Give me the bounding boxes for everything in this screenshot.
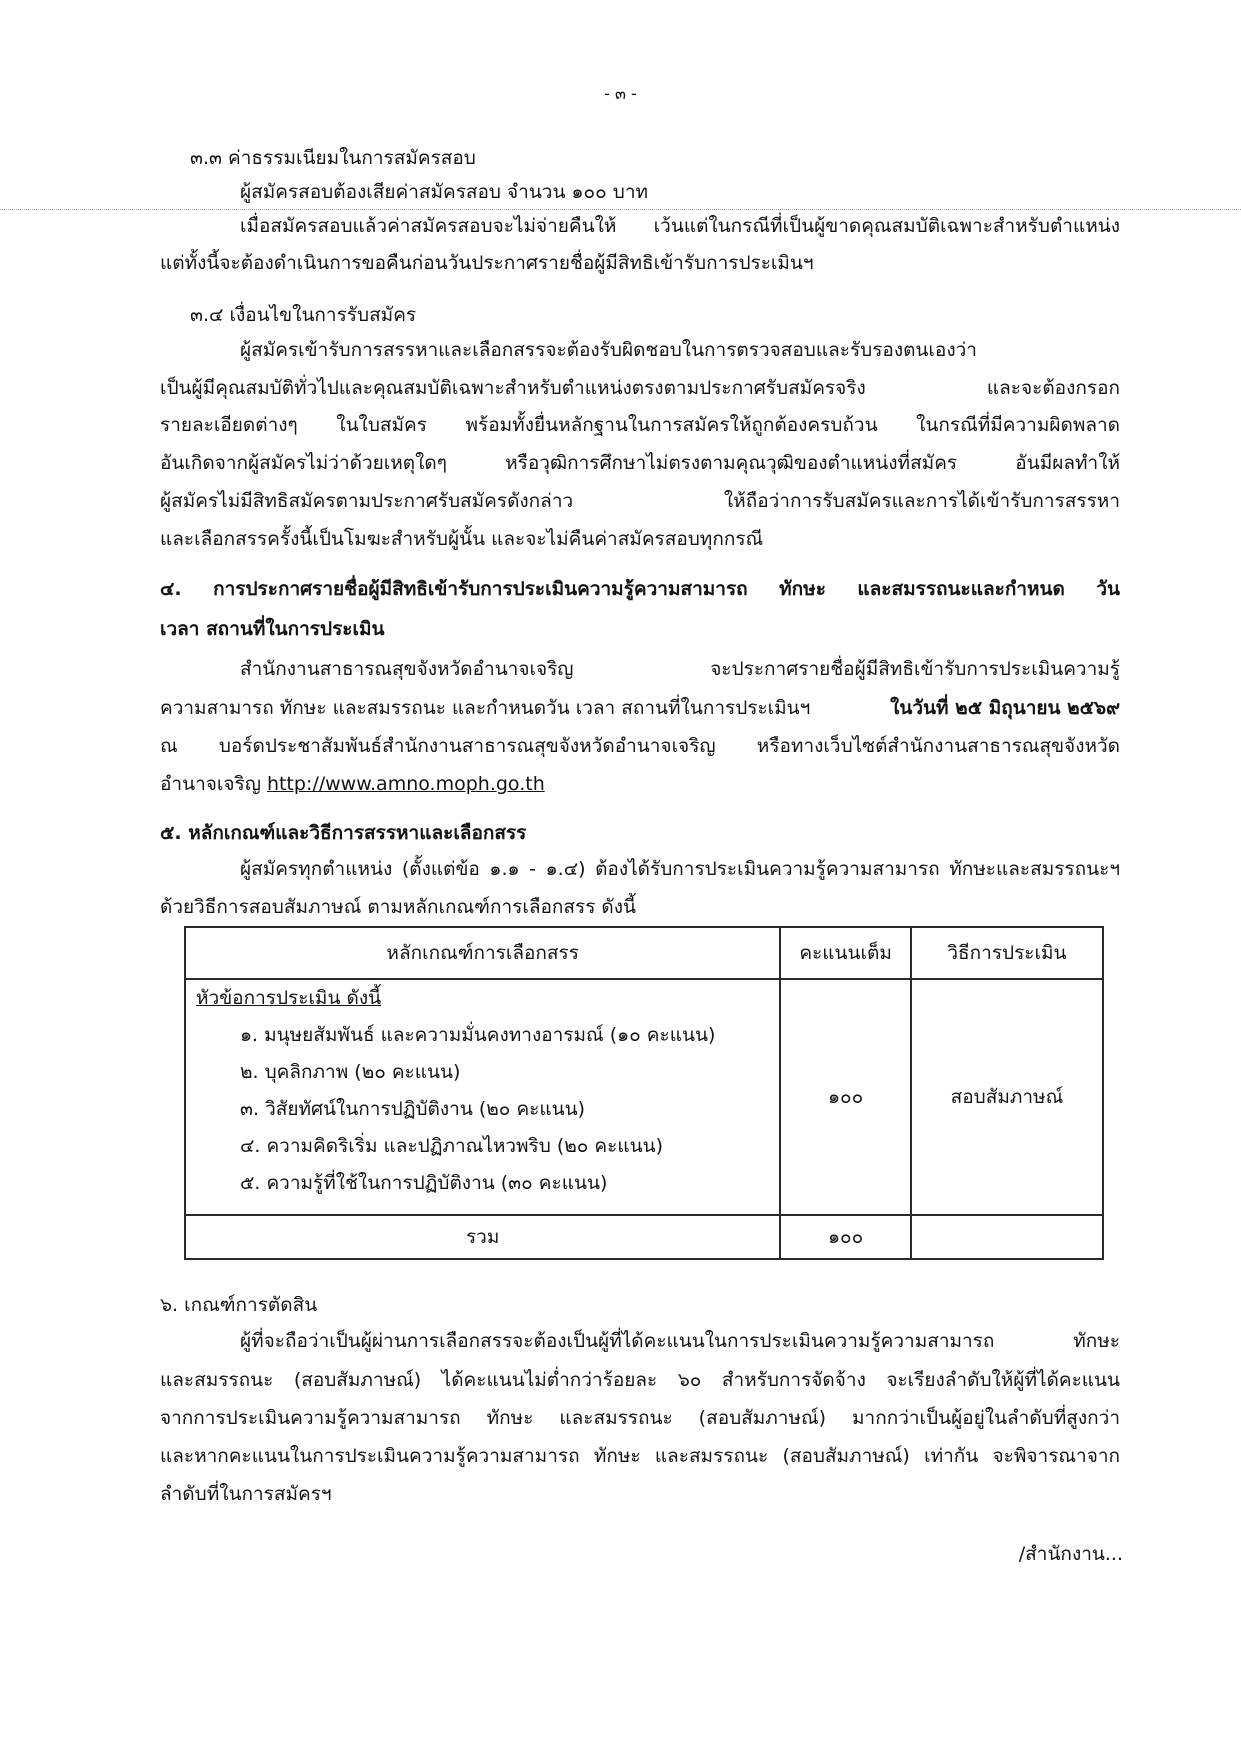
section-5-heading: ๕. หลักเกณฑ์และวิธีการสรรหาและเลือกสรร [160, 822, 527, 844]
section-4-line-4 [160, 771, 545, 797]
criteria-cell [185, 979, 780, 1215]
criteria-item: ๑. มนุษยสัมพันธ์ และความมั่นคงทางอารมณ์ (๑๐ คะแนน) [240, 1024, 716, 1046]
section-3-4-line-3: รายละเอียดต่างๆ ในใบสมัคร พร้อมทั้งยื่นหลักฐานในการสมัครให้ถูกต้องครบถ้วน ในกรณีที่มีความผิดพลาด [160, 414, 1120, 436]
section-3-3-line-2: เมื่อสมัครสอบแล้วค่าสมัครสอบจะไม่จ่ายคืนให้ เว้นแต่ในกรณีที่เป็นผู้ขาดคุณสมบัติเฉพาะสำหรับตำแหน่ง [240, 215, 1120, 237]
section-4-heading-line-2: เวลา สถานที่ในการประเมิน [160, 618, 385, 640]
criteria-item: ๔. ความคิดริเริ่ม และปฏิภาณไหวพริบ (๒๐ คะแนน) [240, 1135, 663, 1157]
section-4-line-2 [160, 695, 1120, 721]
section-3-4-line-4: อันเกิดจากผู้สมัครไม่ว่าด้วยเหตุใดๆ หรือวุฒิการศึกษาไม่ตรงตามคุณวุฒิของตำแหน่งที่สมัคร อันมีผลทำให้ [160, 452, 1120, 474]
total-row [185, 1215, 1103, 1259]
section-4-line-1: สำนักงานสาธารณสุขจังหวัดอำนาจเจริญ จะประกาศรายชื่อผู้มีสิทธิเข้ารับการประเมินความรู้ [240, 658, 1120, 680]
section-6-line-4: และหากคะแนนในการประเมินความรู้ความสามารถ ทักษะ และสมรรถนะ (สอบสัมภาษณ์) เท่ากัน จะพิจารณาจาก [160, 1445, 1120, 1467]
criteria-table [184, 926, 1104, 1260]
header-criteria: หลักเกณฑ์การเลือกสรร [185, 927, 780, 979]
table-header-row [185, 927, 1103, 979]
total-label: รวม [185, 1215, 780, 1259]
section-5-line-1: ผู้สมัครทุกตำแหน่ง (ตั้งแต่ข้อ ๑.๑ - ๑.๔) ต้องได้รับการประเมินความรู้ความสามารถ ทักษะและสมรรถนะฯ [240, 858, 1120, 880]
criteria-item: ๓. วิสัยทัศน์ในการปฏิบัติงาน (๒๐ คะแนน) [240, 1098, 585, 1120]
section-4-line-3: ณ บอร์ดประชาสัมพันธ์สำนักงานสาธารณสุขจังหวัดอำนาจเจริญ หรือทางเว็บไซต์สำนักงานสาธารณสุขจังหวัด [160, 735, 1120, 757]
section-3-4-heading: ๓.๔ เงื่อนไขในการรับสมัคร [190, 304, 417, 326]
header-full-score: คะแนนเต็ม [780, 927, 911, 979]
section-6-line-5: ลำดับที่ในการสมัครฯ [160, 1483, 332, 1505]
section-6-heading: ๖. เกณฑ์การตัดสิน [160, 1294, 318, 1316]
section-3-4-line-1: ผู้สมัครเข้ารับการสรรหาและเลือกสรรจะต้องรับผิดชอบในการตรวจสอบและรับรองตนเองว่า [240, 339, 977, 361]
header-method: วิธีการประเมิน [911, 927, 1103, 979]
section-5-line-2: ด้วยวิธีการสอบสัมภาษณ์ ตามหลักเกณฑ์การเลือกสรร ดังนี้ [160, 896, 637, 918]
topic-heading: หัวข้อการประเมิน ดังนี้ [196, 987, 382, 1009]
section-3-4-line-2: เป็นผู้มีคุณสมบัติทั่วไปและคุณสมบัติเฉพาะสำหรับตำแหน่งตรงตามประกาศรับสมัครจริง และจะต้องกรอก [160, 377, 1120, 399]
criteria-item: ๕. ความรู้ที่ใช้ในการปฏิบัติงาน (๓๐ คะแนน) [240, 1172, 608, 1194]
section-4-heading-line-1: ๔. การประกาศรายชื่อผู้มีสิทธิเข้ารับการประเมินความรู้ความสามารถ ทักษะ และสมรรถนะและกำหนด วัน [160, 578, 1120, 600]
website-link[interactable]: http://www.amno.moph.go.th [266, 773, 545, 795]
criteria-item: ๒. บุคลิกภาพ (๒๐ คะแนน) [240, 1061, 461, 1083]
page-number: - ๓ - [604, 84, 637, 103]
continuation-note: /สำนักงาน... [1018, 1543, 1123, 1565]
scan-artifact-line [0, 209, 1241, 210]
total-score: ๑๐๐ [780, 1215, 911, 1259]
section-3-4-line-6: และเลือกสรรครั้งนี้เป็นโมฆะสำหรับผู้นั้น และจะไม่คืนค่าสมัครสอบทุกกรณี [160, 528, 764, 550]
section-3-3-line-3: แต่ทั้งนี้จะต้องดำเนินการขอคืนก่อนวันประกาศรายชื่อผู้มีสิทธิเข้ารับการประเมินฯ [160, 252, 814, 274]
section-4-line-2-text: ความสามารถ ทักษะ และสมรรถนะ และกำหนดวัน เวลา สถานที่ในการประเมินฯ [160, 697, 811, 719]
full-score-cell: ๑๐๐ [780, 979, 911, 1215]
table-row [185, 979, 1103, 1215]
section-3-3-line-1: ผู้สมัครสอบต้องเสียค่าสมัครสอบ จำนวน ๑๐๐ บาท [240, 181, 649, 203]
section-6-line-2: และสมรรถนะ (สอบสัมภาษณ์) ได้คะแนนไม่ต่ำกว่าร้อยละ ๖๐ สำหรับการจัดจ้าง จะเรียงลำดับให้ผู้ที่ได้คะแนน [160, 1369, 1120, 1391]
section-3-4-line-5: ผู้สมัครไม่มีสิทธิสมัครตามประกาศรับสมัครดังกล่าว ให้ถือว่าการรับสมัครและการได้เข้ารับการสรรหา [160, 490, 1120, 512]
section-3-3-heading: ๓.๓ ค่าธรรมเนียมในการสมัครสอบ [190, 147, 476, 169]
section-6-line-3: จากการประเมินความรู้ความสามารถ ทักษะ และสมรรถนะ (สอบสัมภาษณ์) มากกว่าเป็นผู้อยู่ในลำดับที่สูงกว่า [160, 1407, 1120, 1429]
section-6-line-1: ผู้ที่จะถือว่าเป็นผู้ผ่านการเลือกสรรจะต้องเป็นผู้ที่ได้คะแนนในการประเมินความรู้ความสามารถ ทักษะ [240, 1330, 1120, 1352]
total-method-empty [911, 1215, 1103, 1259]
announcement-date: ในวันที่ ๒๕ มิถุนายน ๒๕๖๙ [890, 697, 1120, 719]
method-cell: สอบสัมภาษณ์ [911, 979, 1103, 1215]
section-4-line-4-text: อำนาจเจริญ [160, 773, 267, 795]
